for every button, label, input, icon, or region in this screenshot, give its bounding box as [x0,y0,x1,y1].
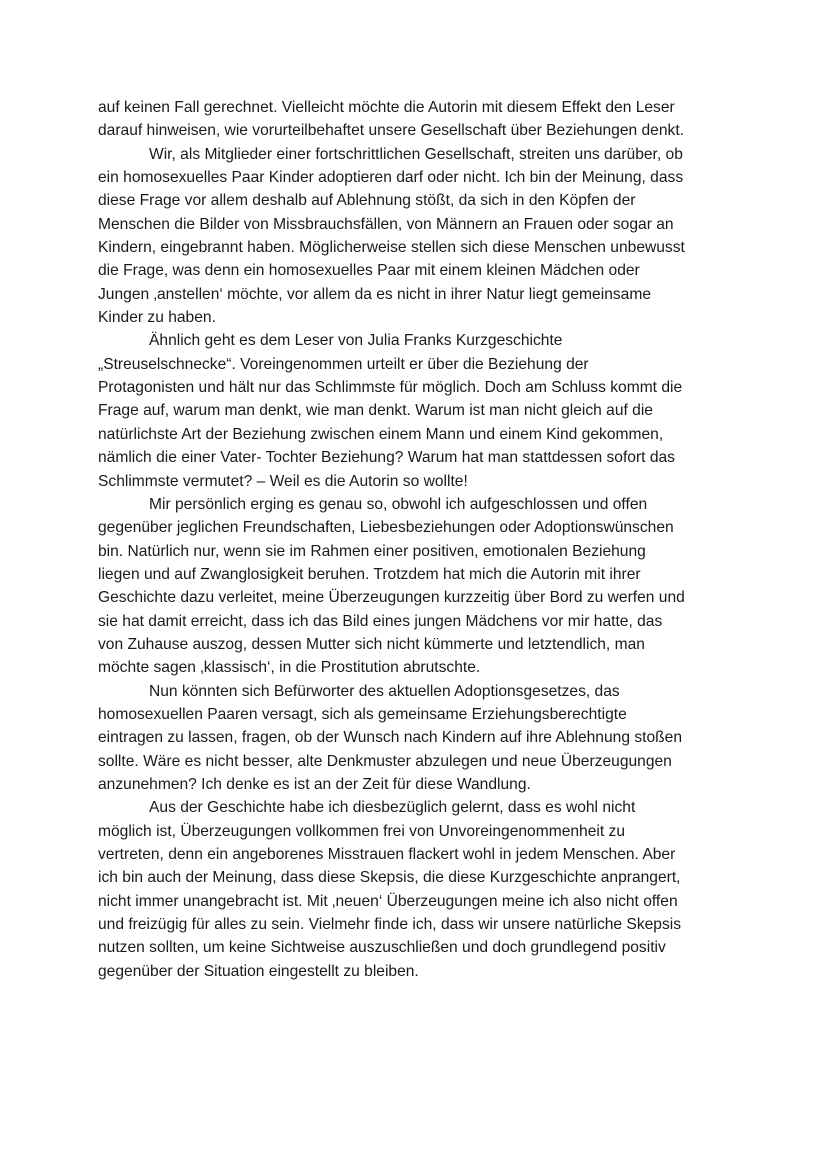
text-line: Nun könnten sich Befürworter des aktuellen Adoptionsgesetzes, das [149,682,620,700]
text-line: auf keinen Fall gerechnet. Vielleicht möchte die Autorin mit diesem Effekt den Leser [98,99,675,116]
text-line: Jungen ‚anstellen‘ möchte, vor allem da es nicht in ihrer Natur liegt gemeinsame [98,285,651,303]
paragraph-5 [98,680,738,797]
text-line: nicht immer unangebracht ist. Mit ‚neuen‘ Überzeugungen meine ich also nicht offen [98,892,678,910]
text-line: liegen und auf Zwanglosigkeit beruhen. Trotzdem hat mich die Autorin mit ihrer [98,565,641,583]
text-line: homosexuellen Paaren versagt, sich als gemeinsame Erziehungsberechtigte [98,705,627,723]
paragraph-3 [98,329,738,492]
paragraph-1 [98,96,738,143]
document-page [98,96,738,983]
text-line: Schlimmste vermutet? – Weil es die Autorin so wollte! [98,472,468,490]
text-line: Frage auf, warum man denkt, wie man denkt. Warum ist man nicht gleich auf die [98,402,653,420]
text-line: von Zuhause auszog, dessen Mutter sich nicht kümmerte und letztendlich, man [98,635,645,653]
text-line: bin. Natürlich nur, wenn sie im Rahmen einer positiven, emotionalen Beziehung [98,542,646,560]
text-line: nämlich die einer Vater- Tochter Beziehung? Warum hat man stattdessen sofort das [98,449,675,467]
text-line: sie hat damit erreicht, dass ich das Bild eines jungen Mädchens vor mir hatte, das [98,612,663,630]
text-line: Aus der Geschichte habe ich diesbezüglich gelernt, dass es wohl nicht [149,799,636,817]
text-line: ich bin auch der Meinung, dass diese Skepsis, die diese Kurzgeschichte anprangert, [98,869,681,887]
text-line: und freizügig für alles zu sein. Vielmehr finde ich, dass wir unsere natürliche Skepsis [98,916,682,934]
paragraph-2 [98,143,738,330]
text-line: anzunehmen? Ich denke es ist an der Zeit für diese Wandlung. [98,775,531,793]
text-line: ein homosexuelles Paar Kinder adoptieren darf oder nicht. Ich bin der Meinung, dass [98,169,684,187]
text-line: Mir persönlich erging es genau so, obwohl ich aufgeschlossen und offen [149,495,648,513]
text-line: sollte. Wäre es nicht besser, alte Denkmuster abzulegen und neue Überzeugungen [98,752,672,770]
text-line: gegenüber jeglichen Freundschaften, Liebesbeziehungen oder Adoptionswünschen [98,519,674,537]
text-line: vertreten, denn ein angeborenes Misstrauen flackert wohl in jedem Menschen. Aber [98,846,676,863]
text-line: Geschichte dazu verleitet, meine Überzeugungen kurzzeitig über Bord zu werfen und [98,589,685,607]
text-line: die Frage, was denn ein homosexuelles Paar mit einem kleinen Mädchen oder [98,262,640,280]
text-line: Ähnlich geht es dem Leser von Julia Franks Kurzgeschichte [149,332,563,350]
text-line: möchte sagen ‚klassisch‘, in die Prostitution abrutschte. [98,659,481,677]
text-line: Protagonisten und hält nur das Schlimmste für möglich. Doch am Schluss kommt die [98,379,683,397]
text-line: Wir, als Mitglieder einer fortschrittlichen Gesellschaft, streiten uns darüber, ob [149,145,683,163]
text-line: natürlichste Art der Beziehung zwischen einem Mann und einem Kind gekommen, [98,425,664,443]
text-line: darauf hinweisen, wie vorurteilbehaftet unsere Gesellschaft über Beziehungen denkt. [98,122,684,140]
text-line: möglich ist, Überzeugungen vollkommen frei von Unvoreingenommenheit zu [98,822,625,840]
paragraph-6 [98,796,738,983]
text-line: nutzen sollten, um keine Sichtweise auszuschließen und doch grundlegend positiv [98,939,666,957]
text-line: eintragen zu lassen, fragen, ob der Wunsch nach Kindern auf ihre Ablehnung stoßen [98,729,682,747]
text-line: gegenüber der Situation eingestellt zu bleiben. [98,962,419,980]
text-line: „Streuselschnecke“. Voreingenommen urteilt er über die Beziehung der [98,355,589,373]
text-line: diese Frage vor allem deshalb auf Ablehnung stößt, da sich in den Köpfen der [98,192,636,210]
text-line: Kindern, eingebrannt haben. Möglicherweise stellen sich diese Menschen unbewusst [98,239,685,257]
text-line: Kinder zu haben. [98,309,216,327]
paragraph-4 [98,493,738,680]
text-line: Menschen die Bilder von Missbrauchsfällen, von Männern an Frauen oder sogar an [98,215,674,233]
